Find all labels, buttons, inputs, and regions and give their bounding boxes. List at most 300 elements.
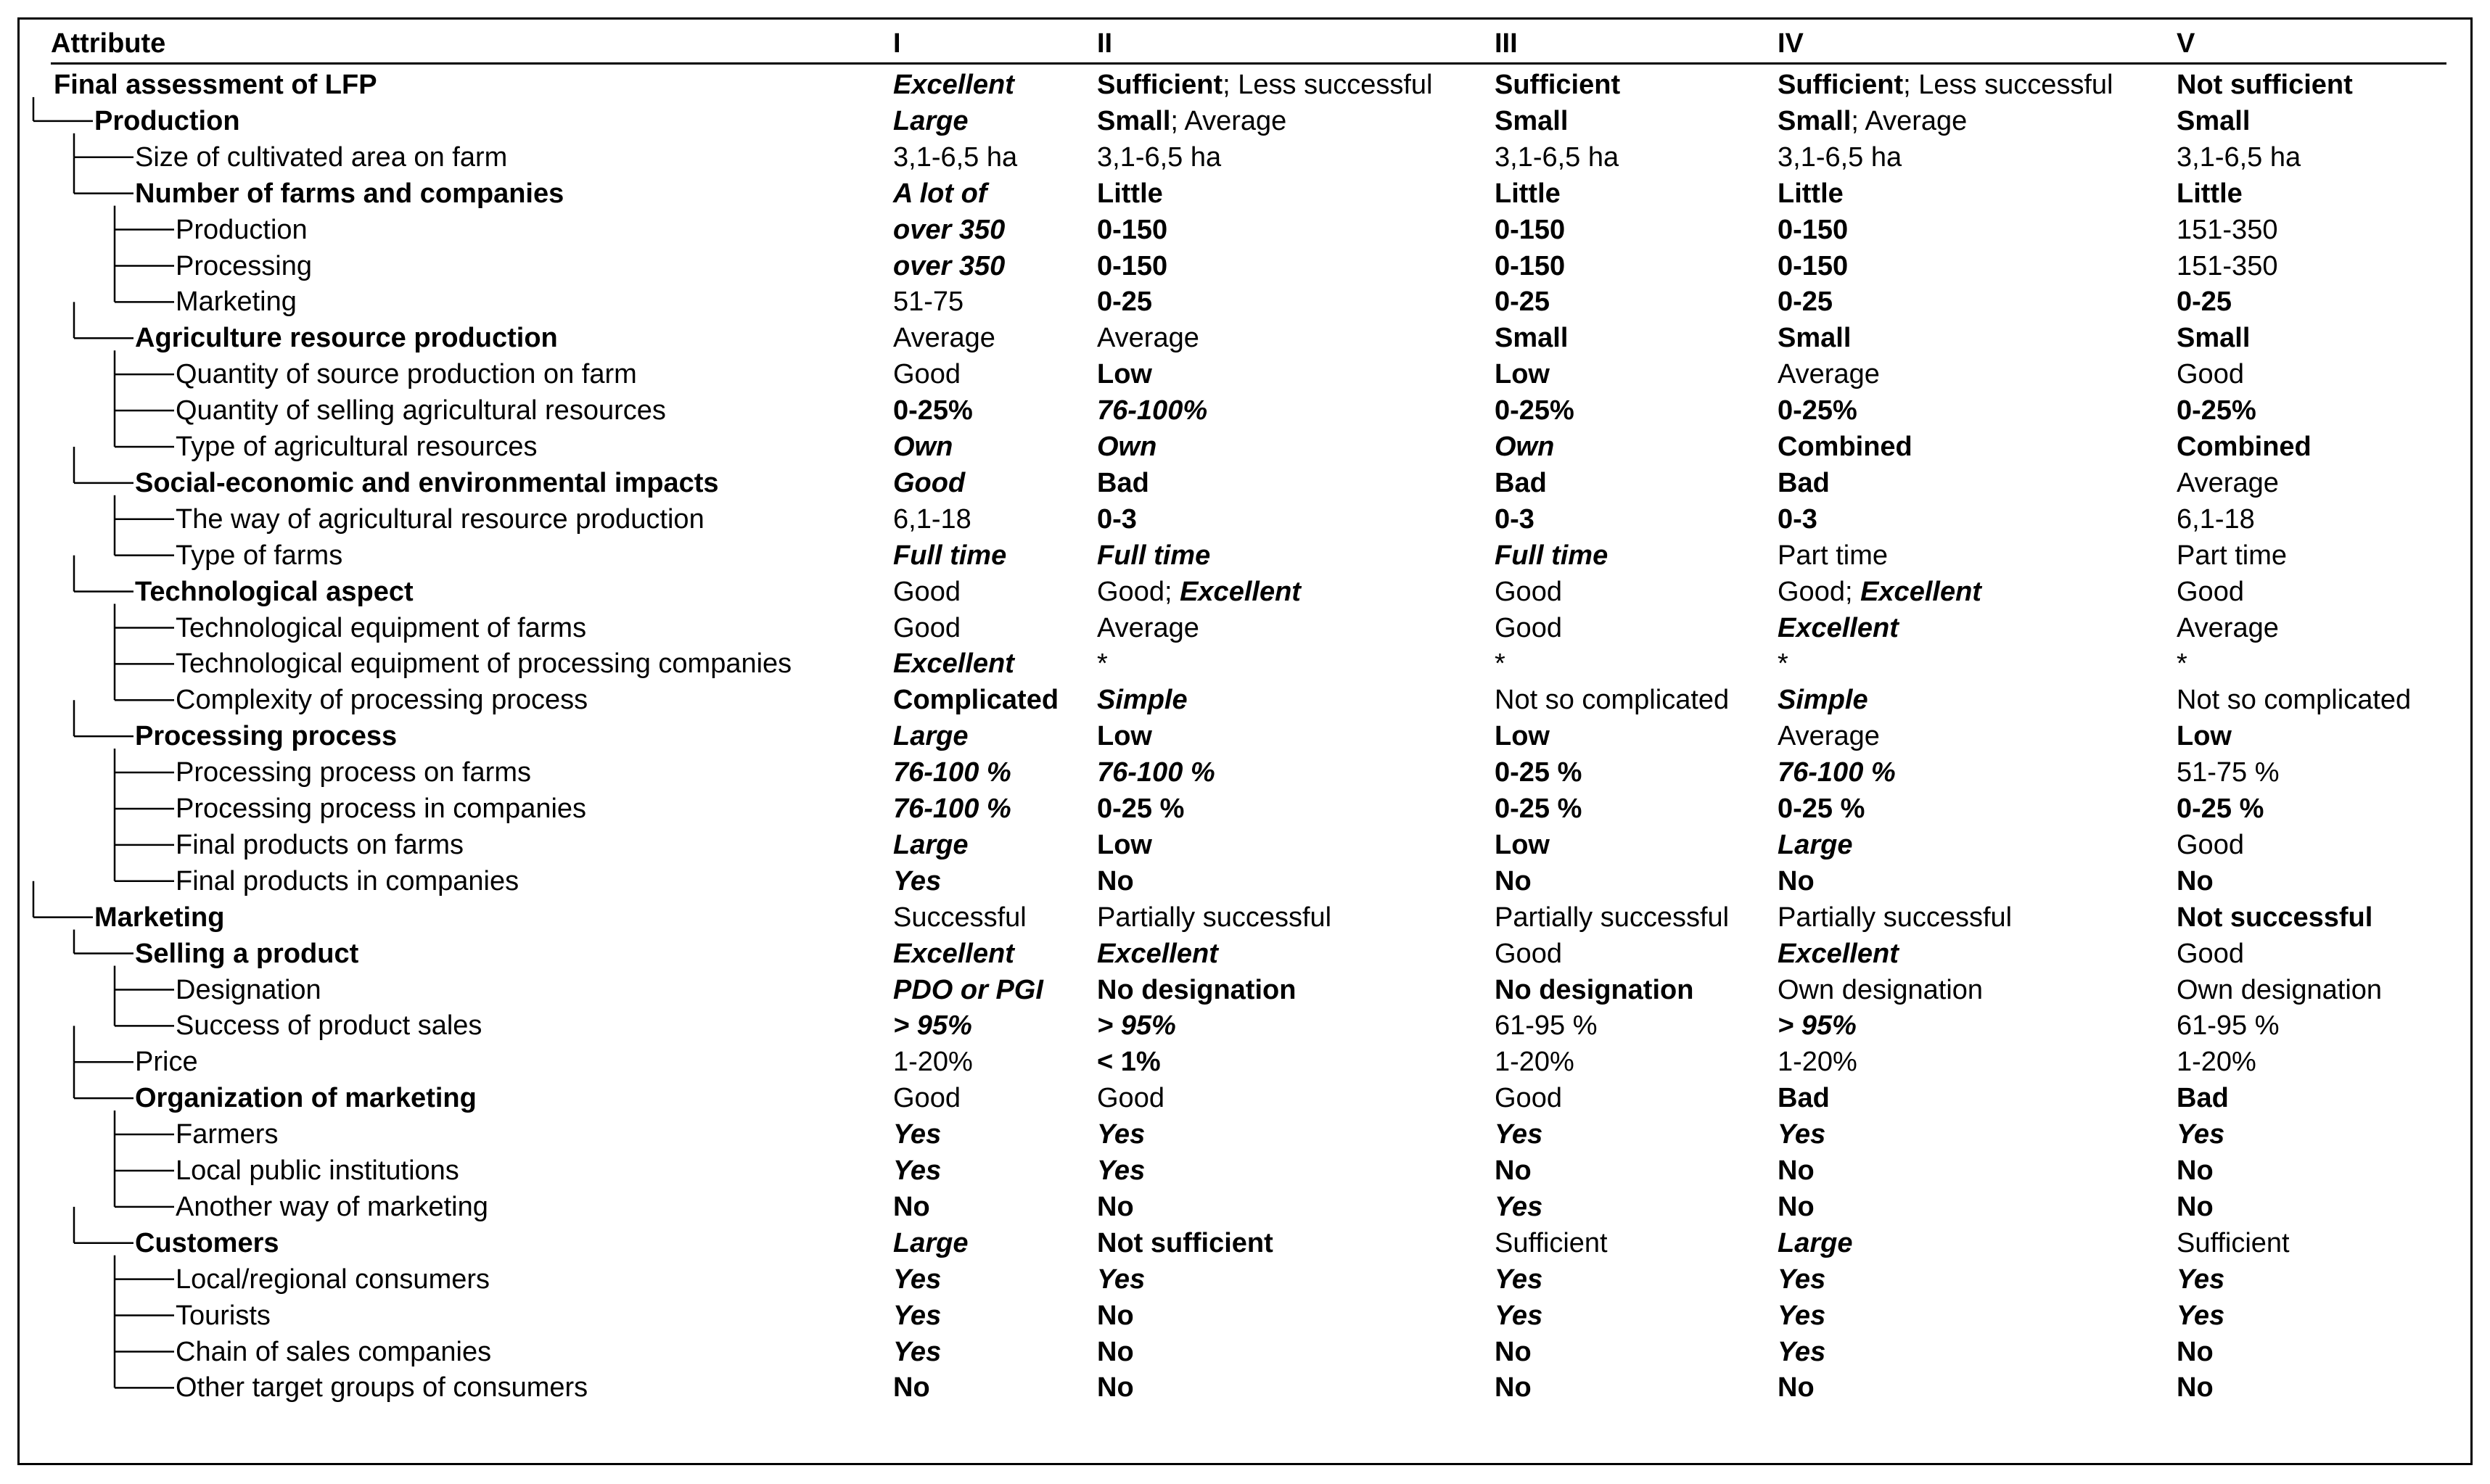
cell-col-5 [2177,356,2244,392]
cell-col-2 [1097,718,1152,754]
cell-text: Sufficient [1097,70,1223,100]
cell-text: * [1495,648,1505,680]
cell-text: Yes [893,1264,942,1295]
table-row [0,610,2490,646]
cell-text: No [2177,1191,2214,1222]
row-label: Production [176,214,308,245]
cell-col-5 [2177,682,2411,718]
cell-col-4 [1778,1334,1825,1370]
cell-text: Bad [1778,1083,1830,1114]
cell-col-4 [1778,754,1896,791]
cell-text: Yes [1495,1300,1543,1331]
cell-text: No [1097,1372,1134,1403]
table-row [0,972,2490,1008]
cell-col-5 [2177,791,2264,827]
cell-col-2 [1097,1298,1134,1334]
cell-text: Yes [1778,1264,1826,1295]
row-label: Production [94,105,240,136]
cell-col-3 [1495,682,1729,718]
cell-col-4 [1778,1044,1857,1080]
cell-text: 1-20% [1778,1047,1857,1078]
cell-text: Yes [2177,1119,2225,1150]
cell-col-4 [1778,791,1865,827]
cell-col-2 [1097,610,1199,646]
cell-text: Low [1495,359,1550,390]
cell-text: 0-150 [1495,250,1566,281]
cell-col-1 [893,248,1005,284]
row-label: Selling a product [135,938,359,969]
row-label: The way of agricultural resource production [176,503,704,535]
cell-text: No [1097,1336,1134,1367]
cell-text: 76-100 % [1097,757,1215,788]
table-row [0,718,2490,754]
cell-col-2 [1097,827,1152,863]
table-row [0,1298,2490,1334]
cell-text: Yes [1495,1119,1543,1150]
cell-col-1 [893,936,1014,972]
cell-col-2 [1097,537,1210,574]
table-row [0,103,2490,139]
table-row [0,863,2490,899]
cell-col-2 [1097,1116,1145,1153]
cell-col-3 [1495,139,1619,176]
cell-text: Own designation [1778,974,1984,1005]
cell-col-4 [1778,392,1857,429]
table-row [0,1153,2490,1189]
cell-text: Average [1097,323,1199,354]
cell-col-2 [1097,936,1218,972]
cell-col-2 [1097,429,1156,465]
cell-col-2 [1097,501,1137,537]
cell-col-4 [1778,1153,1815,1189]
row-label: Customers [135,1227,279,1258]
cell-text: 0-25 [1097,287,1153,318]
cell-col-4 [1778,284,1833,320]
cell-text: ; Less successful [1903,70,2113,100]
cell-text: Good [1097,1083,1164,1114]
cell-text: 0-25 % [1778,793,1865,824]
table-row [0,936,2490,972]
cell-text: Excellent [893,648,1014,680]
cell-col-3 [1495,610,1562,646]
cell-col-5 [2177,139,2301,176]
cell-col-2 [1097,465,1149,501]
row-label: Local/regional consumers [176,1264,490,1295]
cell-col-4 [1778,574,1981,610]
cell-text: Little [1495,178,1561,209]
cell-text: 151-350 [2177,214,2278,245]
cell-col-3 [1495,176,1561,212]
table-row [0,392,2490,429]
cell-text: Large [893,1227,969,1258]
cell-col-3 [1495,429,1554,465]
cell-col-2 [1097,1369,1134,1406]
cell-col-3 [1495,646,1505,682]
cell-col-2 [1097,1153,1145,1189]
cell-col-3 [1495,103,1568,139]
cell-text: Excellent [1097,938,1218,969]
cell-text: 3,1-6,5 ha [1778,141,1902,173]
cell-col-5 [2177,863,2214,899]
cell-text: 0-150 [1778,214,1849,245]
cell-text: 0-25 [2177,287,2232,318]
header-col-1: I [893,28,901,59]
cell-col-5 [2177,501,2255,537]
cell-text: 0-150 [1778,250,1849,281]
cell-col-4 [1778,1225,1852,1261]
cell-text: Large [1778,829,1853,860]
cell-text: Good [893,576,961,607]
cell-col-5 [2177,610,2279,646]
cell-text: Combined [1778,432,1912,462]
cell-text: No [1495,1372,1532,1403]
cell-col-4 [1778,501,1817,537]
row-label: Size of cultivated area on farm [135,141,508,173]
cell-text: Little [1778,178,1844,209]
cell-col-4 [1778,537,1888,574]
cell-col-1 [893,791,1011,827]
row-label: Processing process in companies [176,793,587,824]
row-label: Social-economic and environmental impacts [135,467,719,498]
cell-col-3 [1495,1007,1598,1044]
cell-col-2 [1097,103,1286,139]
cell-text: Excellent [1180,576,1301,607]
cell-text: Yes [1778,1300,1826,1331]
cell-text: Simple [1097,685,1188,716]
row-label: Processing [176,250,312,281]
cell-col-5 [2177,1261,2224,1298]
row-label: Designation [176,974,321,1005]
cell-text: over 350 [893,214,1006,245]
cell-col-4 [1778,248,1848,284]
cell-col-1 [893,754,1011,791]
row-label: Type of agricultural resources [176,432,538,462]
cell-col-5 [2177,1334,2214,1370]
cell-text: Sufficient [1778,70,1904,100]
cell-text: Full time [1495,540,1608,571]
cell-col-3 [1495,67,1620,103]
cell-col-3 [1495,212,1565,248]
cell-text: Excellent [1860,576,1981,607]
cell-text: Good [2177,359,2244,390]
table-row [0,176,2490,212]
cell-text: No [1097,1300,1134,1331]
cell-text: Yes [2177,1264,2225,1295]
table-row [0,899,2490,936]
row-label: Farmers [176,1119,279,1150]
header-attribute: Attribute [51,28,166,59]
cell-text: Average [893,323,995,354]
cell-text: 0-25% [2177,395,2256,426]
cell-text: Small [1495,105,1569,136]
cell-col-4 [1778,139,1902,176]
cell-col-2 [1097,791,1184,827]
cell-col-4 [1778,972,1983,1008]
cell-col-2 [1097,248,1167,284]
cell-col-3 [1495,863,1532,899]
cell-text: Average [2177,467,2279,498]
cell-col-1 [893,972,1043,1008]
cell-col-2 [1097,1007,1176,1044]
row-label: Price [135,1047,198,1078]
cell-col-5 [2177,646,2187,682]
cell-col-1 [893,899,1027,936]
cell-text: 76-100 % [1778,757,1896,788]
cell-text: Sufficient [2177,1227,2290,1258]
cell-col-5 [2177,1153,2214,1189]
cell-col-3 [1495,791,1582,827]
cell-col-2 [1097,1225,1273,1261]
cell-col-3 [1495,392,1574,429]
cell-text: No [1097,1191,1134,1222]
cell-text: Part time [2177,540,2288,571]
table-row [0,791,2490,827]
cell-text: Yes [893,1300,942,1331]
row-label: Marketing [176,287,297,318]
cell-col-5 [2177,936,2244,972]
cell-col-3 [1495,1261,1542,1298]
cell-text: 61-95 % [1495,1010,1598,1042]
cell-col-2 [1097,574,1301,610]
cell-text: 0-3 [1778,503,1817,535]
cell-text: Partially successful [1778,902,2013,933]
cell-col-5 [2177,899,2372,936]
cell-col-4 [1778,465,1830,501]
table-row [0,1225,2490,1261]
cell-text: No [2177,1155,2214,1186]
cell-text: Sufficient [1495,70,1621,100]
cell-text: 0-25% [1495,395,1574,426]
cell-text: Low [1495,721,1550,752]
cell-text: 51-75 [893,287,964,318]
cell-col-3 [1495,320,1568,356]
cell-text: Yes [893,1155,942,1186]
cell-text: Good [893,467,966,498]
cell-col-1 [893,1044,973,1080]
cell-col-4 [1778,863,1815,899]
cell-col-1 [893,501,971,537]
cell-col-2 [1097,1261,1145,1298]
cell-text: Large [893,105,969,136]
cell-col-2 [1097,863,1134,899]
cell-col-2 [1097,392,1207,429]
cell-col-1 [893,863,941,899]
cell-text: Good [893,1083,961,1114]
cell-text: 0-25 [1495,287,1550,318]
cell-text: Not so complicated [2177,685,2412,716]
cell-col-5 [2177,320,2250,356]
cell-text: * [1097,648,1108,680]
cell-col-2 [1097,646,1108,682]
cell-text: Complicated [893,685,1059,716]
cell-col-1 [893,284,963,320]
header-col-2: II [1097,28,1113,59]
cell-text: 76-100 % [893,757,1011,788]
cell-col-2 [1097,212,1167,248]
table-row [0,646,2490,682]
cell-text: Good [1495,938,1562,969]
cell-text: Excellent [1778,612,1899,643]
cell-col-3 [1495,718,1550,754]
row-label: Success of product sales [176,1010,482,1042]
cell-col-3 [1495,1153,1532,1189]
table-row [0,1369,2490,1406]
cell-text: Low [1097,829,1152,860]
cell-text: No [1778,1155,1815,1186]
cell-col-3 [1495,284,1550,320]
cell-text: 76-100% [1097,395,1208,426]
cell-text: Little [2177,178,2243,209]
cell-text: No [1778,1372,1815,1403]
cell-text: Low [1097,359,1152,390]
cell-col-5 [2177,754,2280,791]
row-label: Final products in companies [176,865,519,896]
cell-text: Yes [1778,1119,1826,1150]
cell-text: 1-20% [1495,1047,1574,1078]
cell-text: No [2177,1336,2214,1367]
cell-col-5 [2177,574,2244,610]
table-row [0,212,2490,248]
cell-text: Large [893,829,969,860]
cell-text: Small [1778,105,1852,136]
cell-col-4 [1778,1007,1857,1044]
cell-text: 0-150 [1097,250,1168,281]
header-col-5: V [2177,28,2195,59]
cell-text: Successful [893,902,1027,933]
cell-col-1 [893,67,1014,103]
cell-col-5 [2177,248,2277,284]
cell-col-3 [1495,1189,1542,1225]
cell-text: Combined [2177,432,2312,462]
cell-text: 51-75 % [2177,757,2280,788]
cell-text: Not successful [2177,902,2373,933]
row-label: Quantity of source production on farm [176,359,637,390]
cell-text: 76-100 % [893,793,1011,824]
cell-text: 0-25 % [1097,793,1185,824]
cell-text: 0-25 % [1495,757,1582,788]
cell-col-4 [1778,899,2012,936]
cell-col-1 [893,103,968,139]
table-row [0,248,2490,284]
cell-col-1 [893,392,973,429]
cell-col-4 [1778,1080,1830,1116]
row-label: Technological aspect [135,576,414,607]
table-row [0,1116,2490,1153]
table-row [0,1334,2490,1370]
row-label: Other target groups of consumers [176,1372,588,1403]
cell-text: Low [1495,829,1550,860]
cell-text: Good [1495,576,1562,607]
cell-text: Good [893,612,961,643]
table-row [0,284,2490,320]
cell-col-5 [2177,1225,2290,1261]
cell-text: Excellent [893,938,1014,969]
cell-col-1 [893,1080,961,1116]
cell-text: Full time [893,540,1007,571]
cell-text: Bad [1495,467,1547,498]
row-label: Complexity of processing process [176,685,588,716]
row-label: Number of farms and companies [135,178,564,209]
cell-text: 3,1-6,5 ha [2177,141,2301,173]
cell-text: Own [893,432,953,462]
cell-col-1 [893,610,961,646]
cell-col-5 [2177,212,2277,248]
cell-text: Low [2177,721,2232,752]
row-label: Tourists [176,1300,271,1331]
table-row [0,429,2490,465]
cell-text: 0-3 [1495,503,1534,535]
cell-text: Average [1778,721,1880,752]
cell-col-3 [1495,1044,1574,1080]
cell-col-5 [2177,1007,2280,1044]
cell-text: Small [1495,323,1569,354]
cell-col-5 [2177,827,2244,863]
row-label: Agriculture resource production [135,323,558,354]
cell-text: Yes [1778,1336,1826,1367]
cell-text: 3,1-6,5 ha [1097,141,1222,173]
cell-text: 3,1-6,5 ha [1495,141,1619,173]
row-label: Local public institutions [176,1155,459,1186]
cell-col-2 [1097,284,1152,320]
cell-text: Good [2177,829,2244,860]
cell-text: No [1495,1336,1532,1367]
cell-text: 1-20% [2177,1047,2256,1078]
cell-col-1 [893,356,961,392]
cell-col-1 [893,1261,941,1298]
cell-col-3 [1495,248,1565,284]
cell-col-2 [1097,899,1331,936]
cell-col-1 [893,1116,941,1153]
cell-col-5 [2177,392,2256,429]
cell-col-5 [2177,718,2232,754]
cell-text: Bad [2177,1083,2229,1114]
cell-col-5 [2177,1369,2214,1406]
cell-text: Yes [1097,1119,1146,1150]
row-label: Technological equipment of farms [176,612,587,643]
cell-text: Sufficient [1495,1227,1608,1258]
cell-text: Own [1097,432,1157,462]
cell-col-1 [893,429,953,465]
cell-text: Yes [893,1336,942,1367]
cell-text: Bad [1097,467,1149,498]
cell-col-1 [893,574,961,610]
cell-col-5 [2177,1080,2229,1116]
table-row [0,501,2490,537]
cell-text: No designation [1097,974,1297,1005]
cell-text: 0-3 [1097,503,1137,535]
cell-col-5 [2177,465,2279,501]
table-row [0,1044,2490,1080]
cell-col-5 [2177,972,2382,1008]
cell-text: Good [2177,576,2244,607]
cell-col-4 [1778,610,1899,646]
table-row [0,1189,2490,1225]
cell-col-5 [2177,1189,2214,1225]
cell-text: Good [2177,938,2244,969]
cell-text: < 1% [1097,1047,1161,1078]
cell-text: > 95% [893,1010,972,1042]
table-row [0,682,2490,718]
cell-col-5 [2177,1116,2224,1153]
cell-col-2 [1097,682,1188,718]
cell-col-1 [893,1334,941,1370]
cell-text: 0-25 % [1495,793,1582,824]
cell-col-4 [1778,827,1852,863]
cell-text: Small [2177,323,2251,354]
cell-col-1 [893,682,1059,718]
row-label: Another way of marketing [176,1191,488,1222]
row-label: Final assessment of LFP [54,70,377,100]
